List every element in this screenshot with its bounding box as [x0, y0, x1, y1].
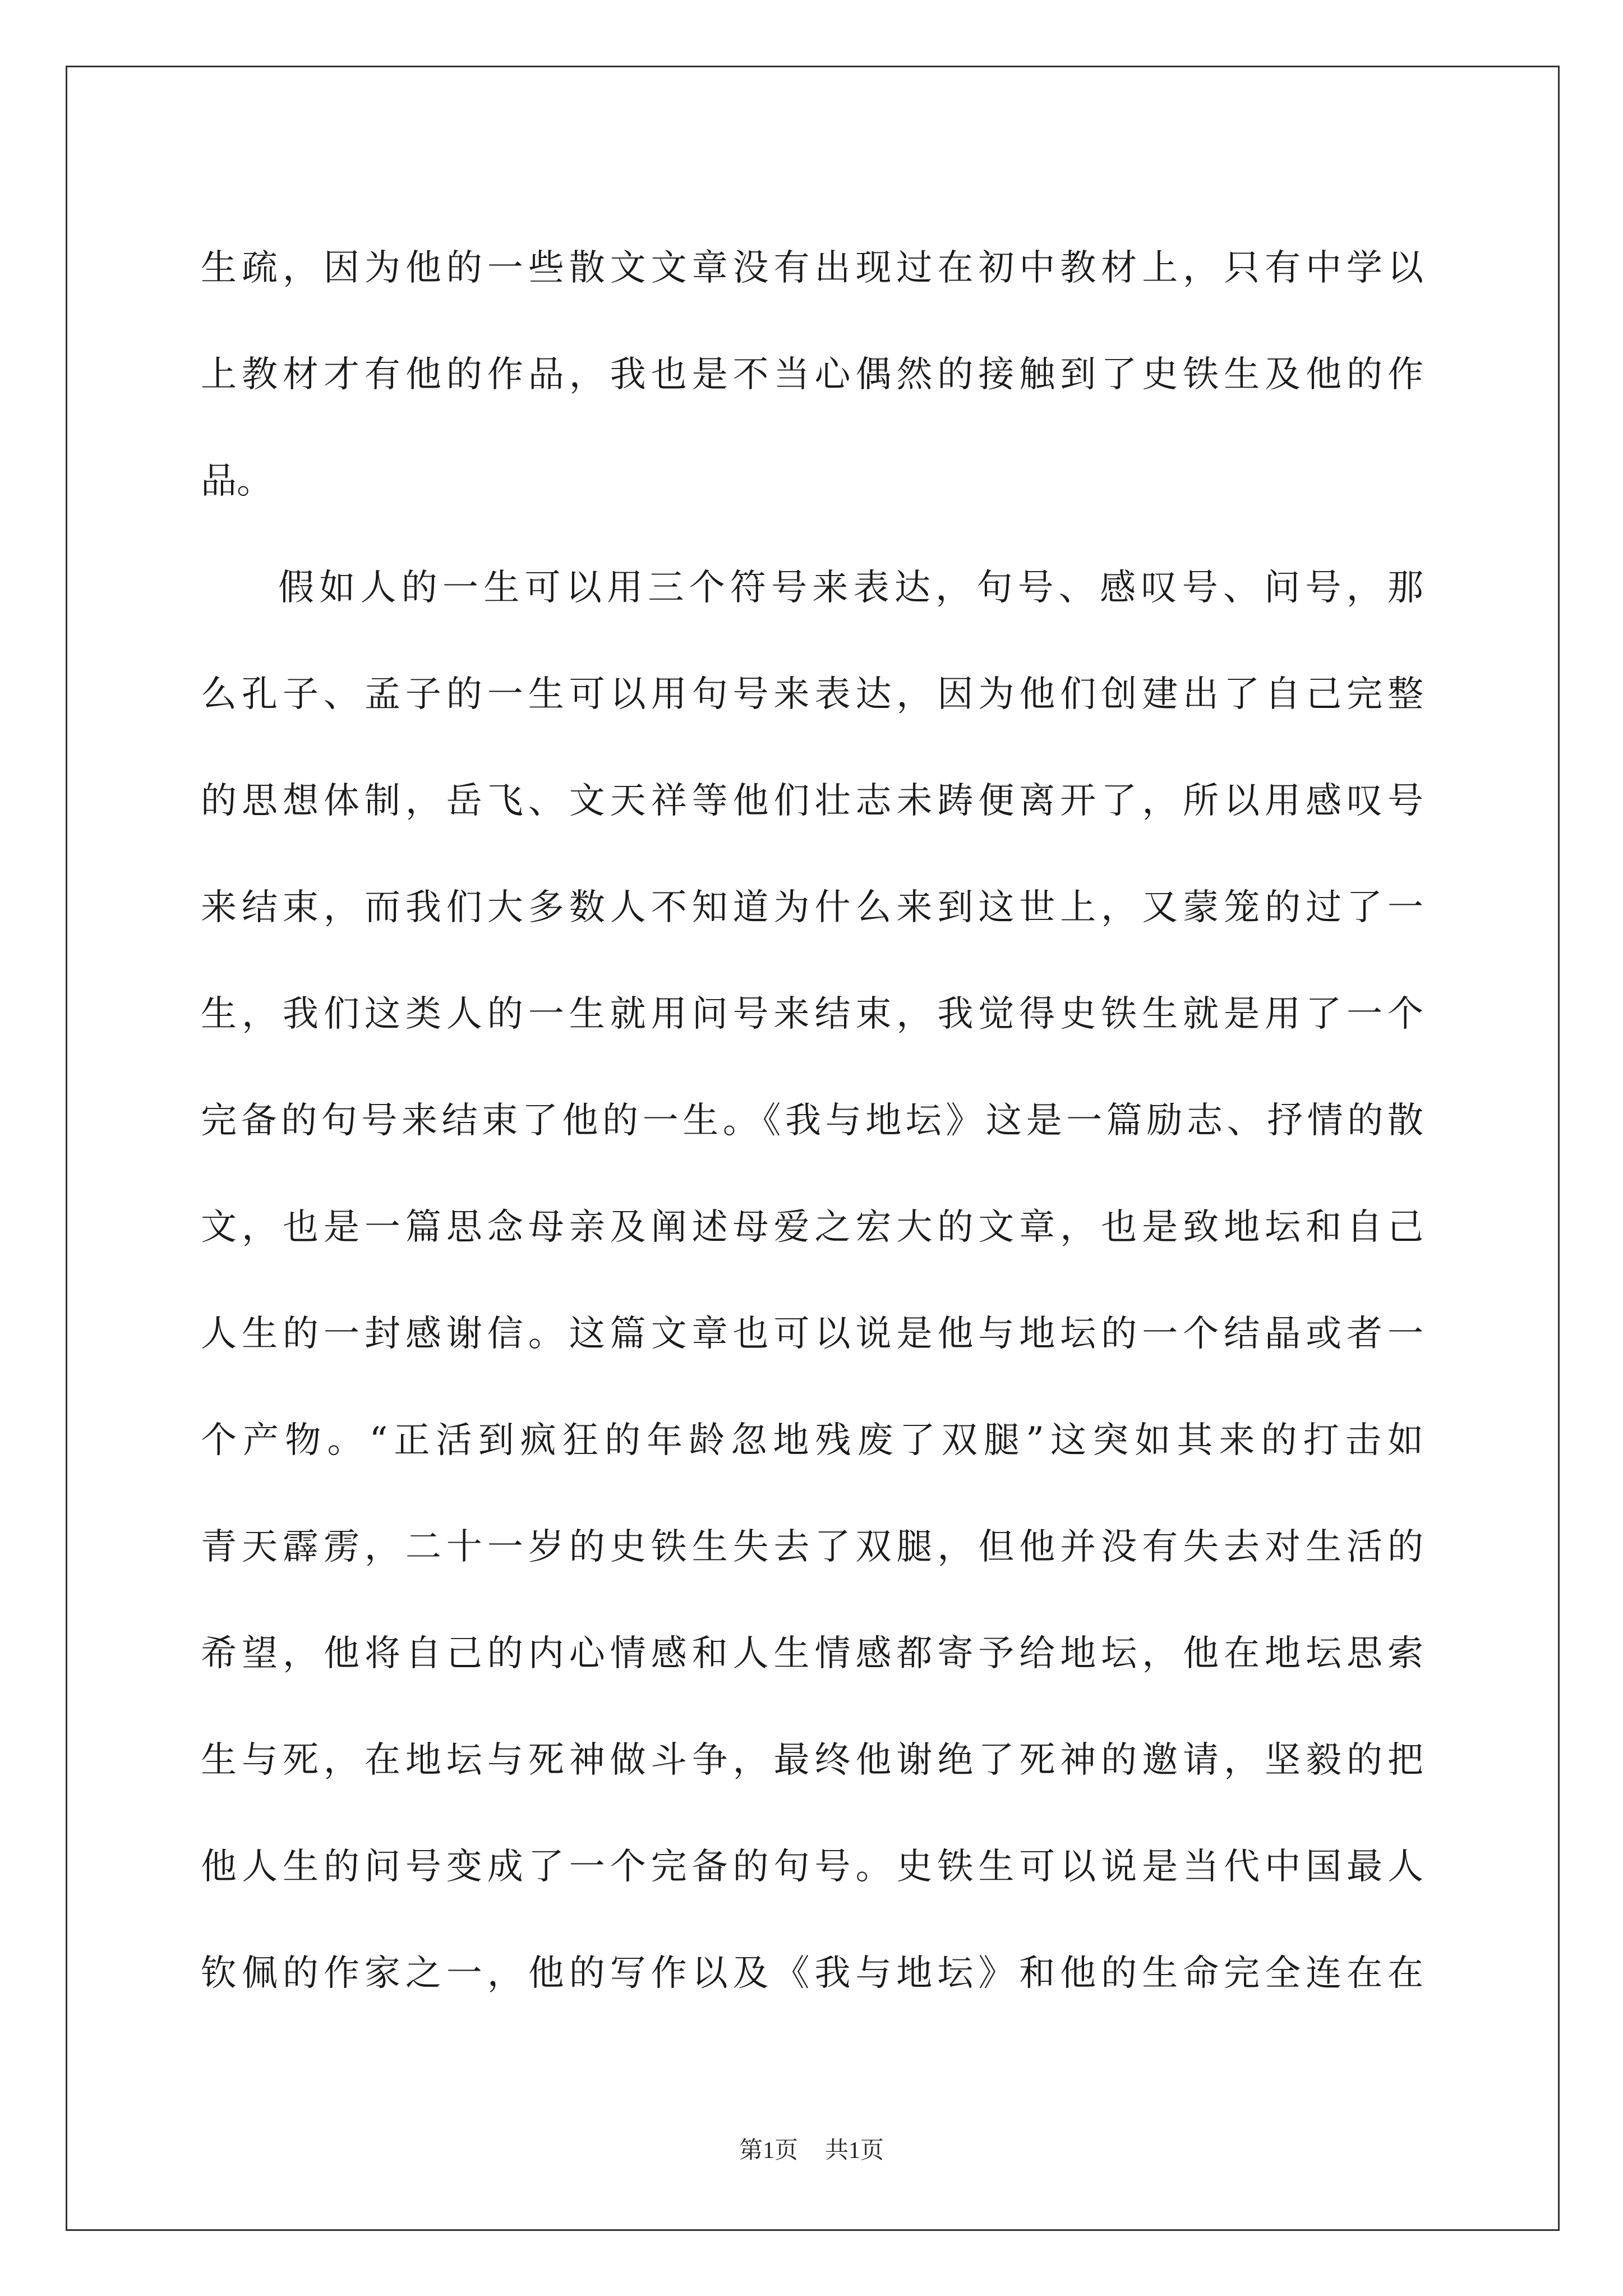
text-line: 来结束，而我们大多数人不知道为什么来到这世上，又蒙笼的过了一 — [201, 887, 1423, 928]
text-line: 文，也是一篇思念母亲及阐述母爱之宏大的文章，也是致地坛和自己 — [201, 1207, 1423, 1248]
text-line: 品。 — [201, 461, 273, 502]
text-line: 人生的一封感谢信。这篇文章也可以说是他与地坛的一个结晶或者一 — [201, 1313, 1423, 1355]
page-total: 共1页 — [825, 2138, 884, 2164]
page-footer — [0, 2132, 1623, 2165]
text-line: 么孔子、孟子的一生可以用句号来表达，因为他们创建出了自己完整 — [201, 674, 1423, 715]
body-text — [201, 215, 1423, 2027]
text-line: 钦佩的作家之一，他的写作以及《我与地坛》和他的生命完全连在在 — [201, 1953, 1423, 1994]
text-line: 生，我们这类人的一生就用问号来结束，我觉得史铁生就是用了一个 — [201, 993, 1423, 1035]
text-line: 完备的句号来结束了他的一生。《我与地坛》这是一篇励志、抒情的散 — [201, 1100, 1423, 1142]
text-line: 他人生的问号变成了一个完备的句号。史铁生可以说是当代中国最人 — [201, 1846, 1423, 1888]
text-line-indented: 假如人的一生可以用三个符号来表达，句号、感叹号、问号，那 — [278, 567, 1423, 609]
page-number: 第1页 — [739, 2138, 798, 2164]
text-line: 生疏，因为他的一些散文文章没有出现过在初中教材上，只有中学以 — [201, 247, 1423, 289]
text-line: 上教材才有他的作品，我也是不当心偶然的接触到了史铁生及他的作 — [201, 354, 1423, 395]
text-line: 希望，他将自己的内心情感和人生情感都寄予给地坛，他在地坛思索 — [201, 1633, 1423, 1674]
text-line: 生与死，在地坛与死神做斗争，最终他谢绝了死神的邀请，坚毅的把 — [201, 1740, 1423, 1781]
text-line: 个产物。“正活到疯狂的年龄忽地残废了双腿”这突如其来的打击如 — [201, 1420, 1423, 1461]
text-line: 的思想体制，岳飞、文天祥等他们壮志未踌便离开了，所以用感叹号 — [201, 780, 1423, 822]
text-line: 青天霹雳，二十一岁的史铁生失去了双腿，但他并没有失去对生活的 — [201, 1526, 1423, 1568]
